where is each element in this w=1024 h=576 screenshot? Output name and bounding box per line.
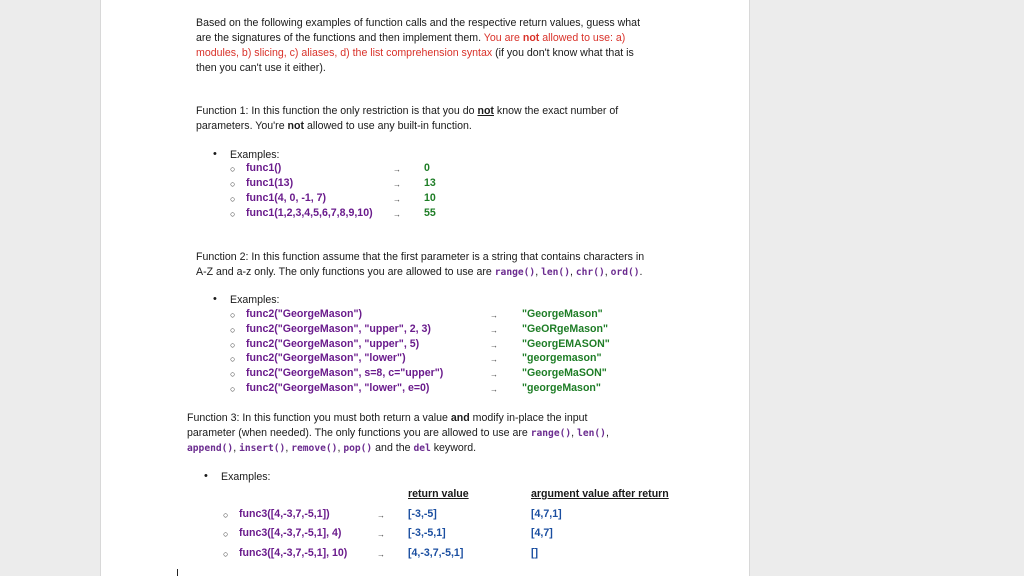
intro-line-4: then you can't use it either). [196,62,326,74]
bullet-icon: • [213,148,217,160]
bullet-icon: • [213,293,217,305]
text-cursor [177,569,178,576]
func2-example-result: "GeorgeMaSON" [522,367,607,379]
func1-example-result: 0 [424,162,430,174]
func2-example-result: "georgeMason" [522,382,601,394]
func2-example-result: "GeORgeMason" [522,323,608,335]
arrow-icon: → [393,165,401,174]
func3-example-call: func3([4,-3,7,-5,1], 10) [239,547,348,559]
func2-example-call: func2("GeorgeMason", "lower") [246,352,406,364]
func3-desc-line-2: parameter (when needed). The only functions you are allowed to use are range(), len(), [187,427,609,439]
func1-example-call: func1() [246,162,282,174]
func1-examples-label: Examples: [230,149,280,161]
arrow-icon: → [490,385,498,394]
func3-example-return: [4,-3,7,-5,1] [408,547,464,559]
sub-bullet-icon: ○ [223,510,229,520]
sub-bullet-icon: ○ [230,369,236,379]
func3-example-arg-after: [4,7] [531,527,553,539]
arrow-icon: → [377,511,385,520]
sub-bullet-icon: ○ [223,529,229,539]
func3-examples-label: Examples: [221,471,271,483]
func1-example-call: func1(13) [246,177,294,189]
func2-example-result: "GeorgEMASON" [522,338,610,350]
func2-example-result: "GeorgeMason" [522,308,603,320]
arrow-icon: → [393,210,401,219]
sub-bullet-icon: ○ [230,194,236,204]
func3-header-argument-value: argument value after return [531,488,669,500]
func3-example-arg-after: [4,7,1] [531,508,562,520]
sub-bullet-icon: ○ [230,310,236,320]
func3-desc-line-1: Function 3: In this function you must both return a value and modify in-place the input [187,412,588,424]
arrow-icon: → [490,326,498,335]
document-page [100,0,750,576]
func2-desc-line-2: A-Z and a-z only. The only functions you are allowed to use are range(), len(), chr(), ord(). [196,266,643,278]
func2-example-call: func2("GeorgeMason", "lower", e=0) [246,382,430,394]
sub-bullet-icon: ○ [230,340,236,350]
func1-desc-line-2: parameters. You're not allowed to use any built-in function. [196,120,472,132]
arrow-icon: → [490,311,498,320]
arrow-icon: → [490,341,498,350]
func3-header-return-value: return value [408,488,469,500]
func3-example-call: func3([4,-3,7,-5,1]) [239,508,330,520]
sub-bullet-icon: ○ [230,384,236,394]
sub-bullet-icon: ○ [230,325,236,335]
func1-example-call: func1(1,2,3,4,5,6,7,8,9,10) [246,207,373,219]
sub-bullet-icon: ○ [230,209,236,219]
func3-example-return: [-3,-5] [408,508,437,520]
func3-desc-line-3: append(), insert(), remove(), pop() and the del keyword. [187,442,477,454]
arrow-icon: → [490,355,498,364]
sub-bullet-icon: ○ [223,549,229,559]
intro-line-2: are the signatures of the functions and then implement them. You are not allowed to use: a) [196,32,626,44]
func2-example-call: func2("GeorgeMason", "upper", 2, 3) [246,323,431,335]
intro-line-3: modules, b) slicing, c) aliases, d) the list comprehension syntax (if you don't know what that is [196,47,634,59]
arrow-icon: → [490,370,498,379]
func2-examples-label: Examples: [230,294,280,306]
func1-example-result: 10 [424,192,436,204]
arrow-icon: → [377,550,385,559]
bullet-icon: • [204,470,208,482]
arrow-icon: → [377,530,385,539]
sub-bullet-icon: ○ [230,179,236,189]
func1-example-call: func1(4, 0, -1, 7) [246,192,327,204]
func3-example-call: func3([4,-3,7,-5,1], 4) [239,527,342,539]
intro-line-1: Based on the following examples of function calls and the respective return values, guess what [196,17,641,29]
arrow-icon: → [393,195,401,204]
sub-bullet-icon: ○ [230,164,236,174]
func3-example-arg-after: [] [531,547,539,559]
func3-example-return: [-3,-5,1] [408,527,446,539]
func2-example-call: func2("GeorgeMason", "upper", 5) [246,338,420,350]
func1-example-result: 55 [424,207,436,219]
func2-desc-line-1: Function 2: In this function assume that the first parameter is a string that contains characters in [196,251,645,263]
func1-desc-line-1: Function 1: In this function the only restriction is that you do not know the exact number of [196,105,619,117]
arrow-icon: → [393,180,401,189]
func2-example-result: "georgemason" [522,352,602,364]
func2-example-call: func2("GeorgeMason") [246,308,362,320]
func2-example-call: func2("GeorgeMason", s=8, c="upper") [246,367,444,379]
func1-example-result: 13 [424,177,436,189]
sub-bullet-icon: ○ [230,354,236,364]
